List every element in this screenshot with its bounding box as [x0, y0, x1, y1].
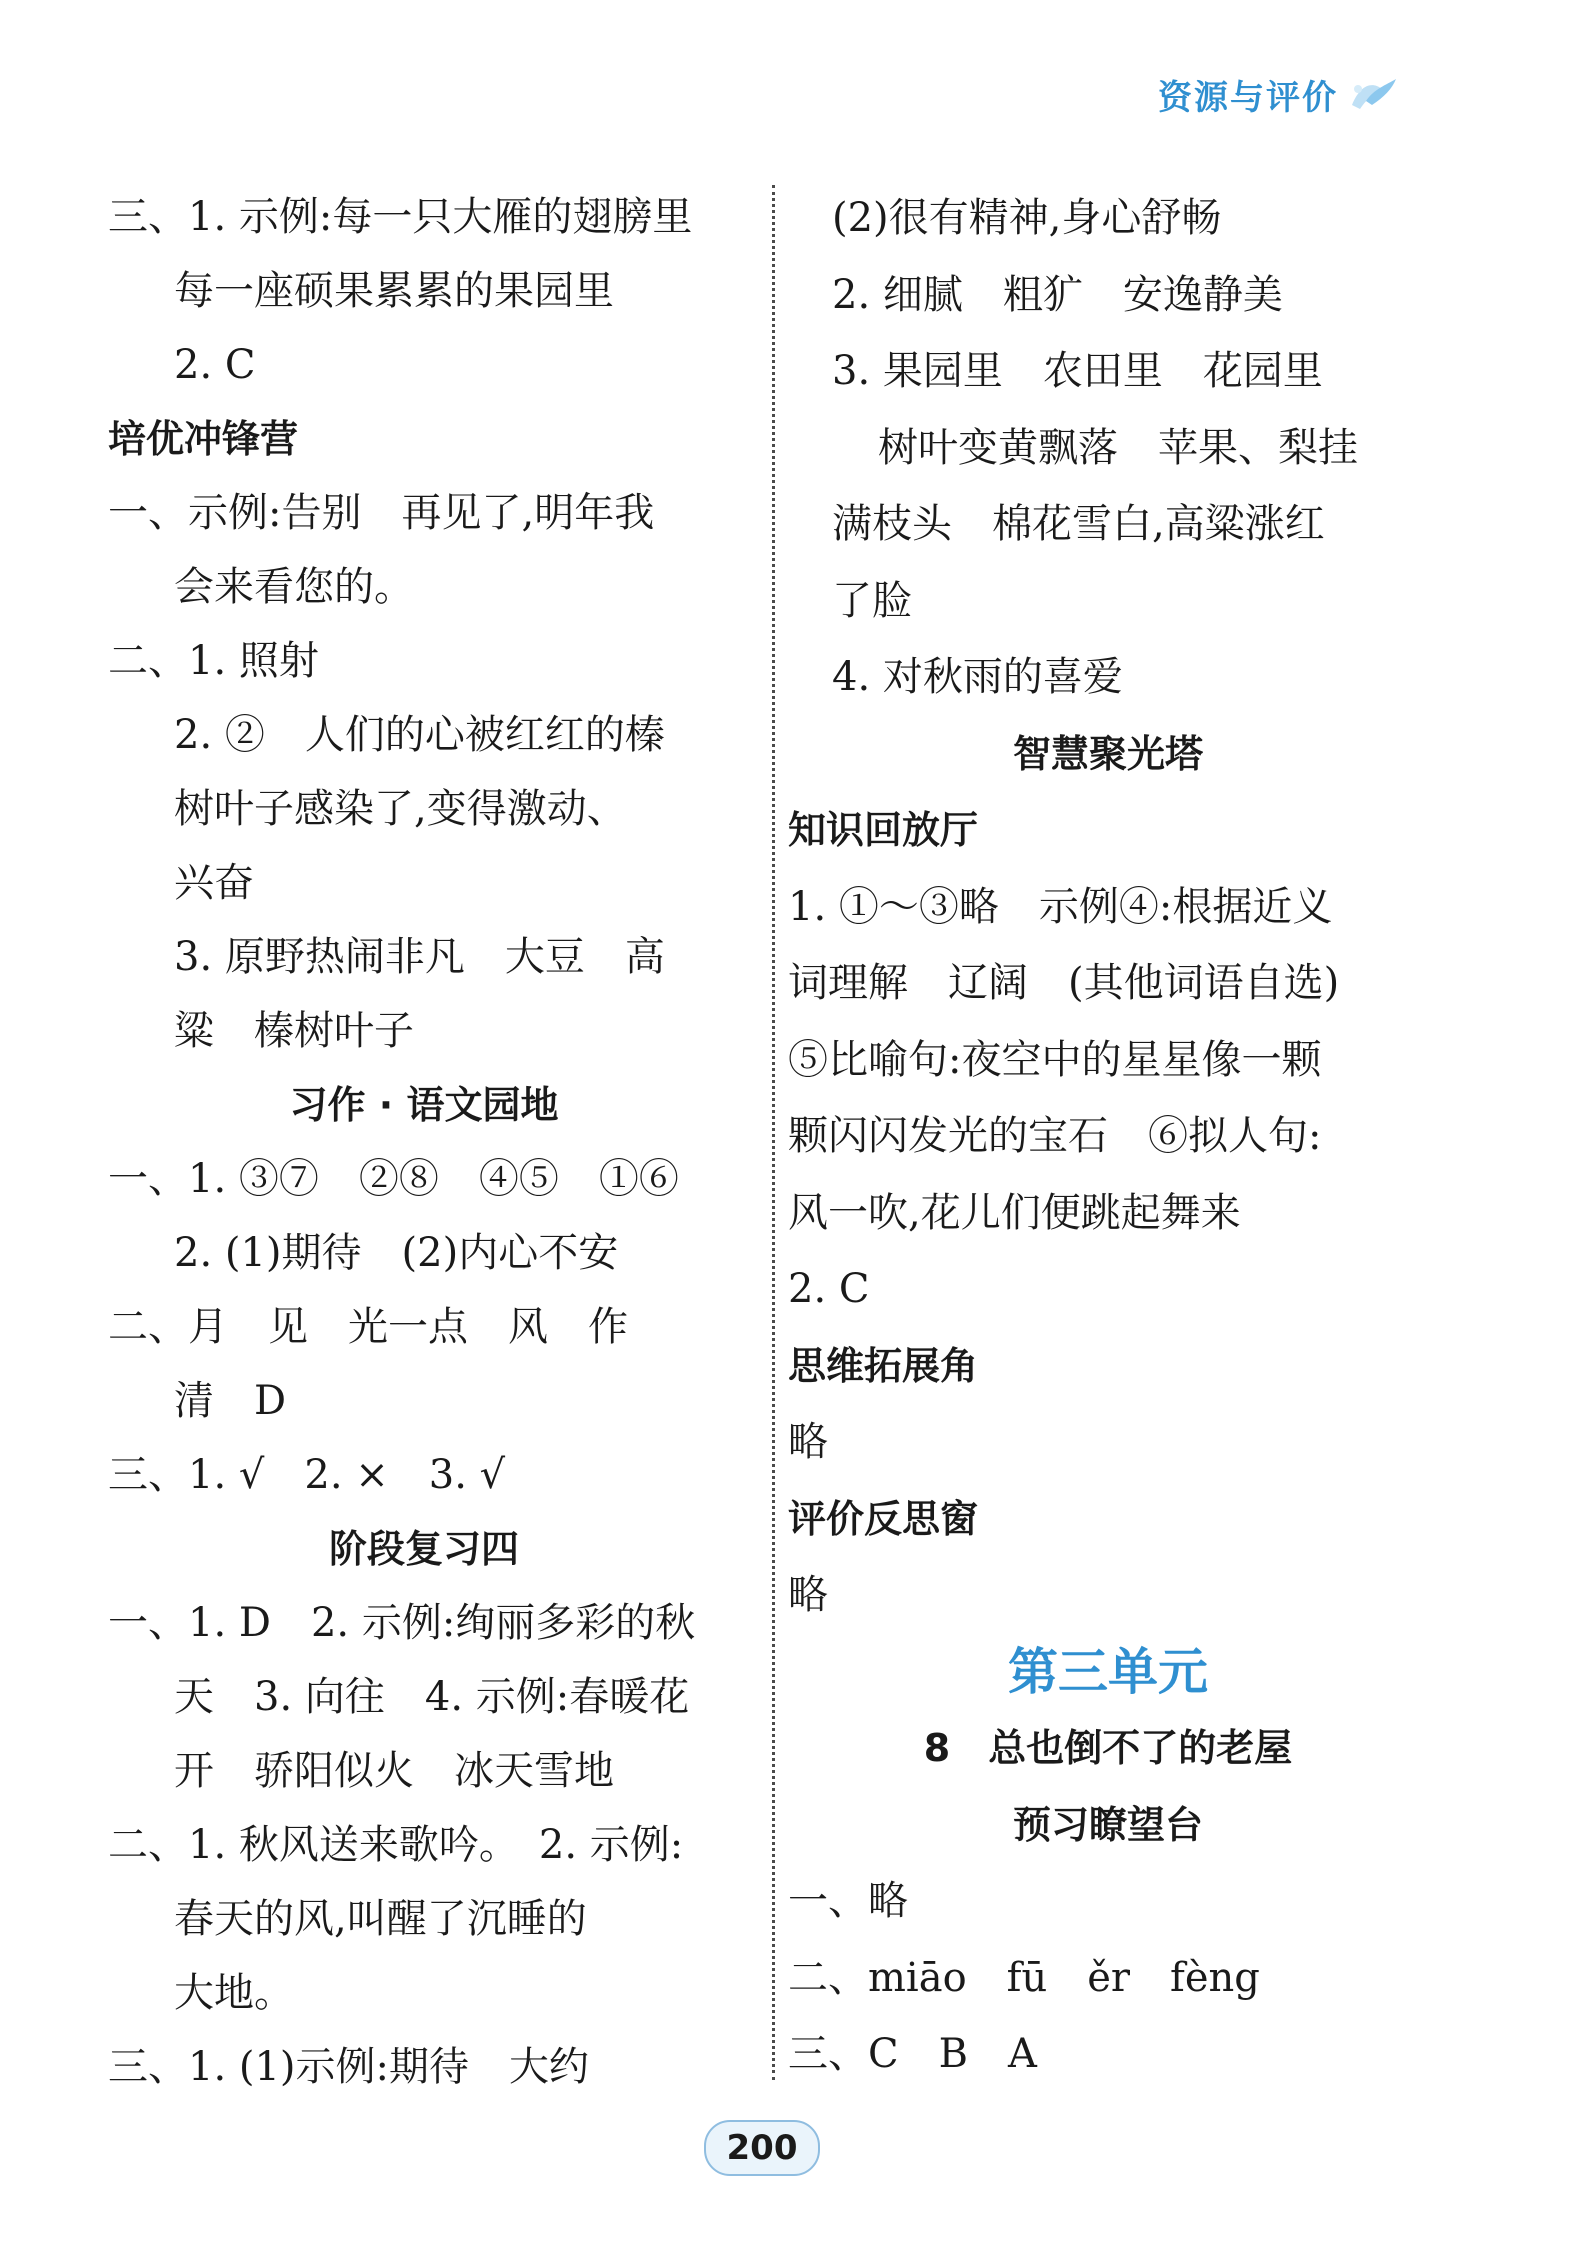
unit-title: 第三单元 — [1008, 1642, 1208, 1701]
answer-line: 三、C B A — [788, 2031, 1037, 2077]
right-column — [788, 180, 1428, 2093]
answer-line: 二、1. 照射 — [108, 638, 319, 684]
section-heading: 评价反思窗 — [788, 1496, 979, 1541]
column-divider — [772, 185, 775, 2080]
answer-line: 每一座硕果累累的果园里 — [174, 268, 614, 314]
answer-line: 满枝头 棉花雪白,高粱涨红 — [832, 501, 1325, 547]
section-heading: 思维拓展角 — [788, 1343, 979, 1388]
answer-line: 略 — [788, 1572, 828, 1618]
answer-line: 1. ①～③略 示例④:根据近义 — [788, 883, 1333, 930]
answer-line: 清 D — [174, 1378, 287, 1424]
answer-line: 2. (1)期待 (2)内心不安 — [174, 1230, 619, 1276]
answer-line: 粱 榛树叶子 — [174, 1008, 414, 1054]
section-heading: 知识回放厅 — [788, 808, 979, 852]
page-header — [1158, 70, 1400, 119]
answer-line: 二、月 见 光一点 风 作 — [108, 1304, 628, 1350]
answer-line: 开 骄阳似火 冰天雪地 — [174, 1748, 614, 1794]
left-column — [108, 180, 740, 2104]
answer-line: 树叶变黄飘落 苹果、梨挂 — [878, 424, 1358, 471]
answer-line: 略 — [788, 1419, 828, 1465]
answer-line: 会来看您的。 — [174, 564, 414, 610]
lesson-title: 8 总也倒不了的老屋 — [923, 1726, 1293, 1770]
answer-line: 2. C — [788, 1266, 870, 1312]
section-heading: 培优冲锋营 — [108, 417, 299, 461]
answer-line: 二、miāo fū ěr fèng — [788, 1954, 1260, 2001]
answer-line: 三、1. (1)示例:期待 大约 — [108, 2044, 590, 2090]
answer-line: 三、1. 示例:每一只大雁的翅膀里 — [108, 194, 693, 240]
answer-line: ⑤比喻句:夜空中的星星像一颗 — [788, 1036, 1322, 1083]
answer-line: 2. 细腻 粗犷 安逸静美 — [832, 271, 1283, 318]
section-title: 阶段复习四 — [328, 1527, 519, 1571]
answer-line: 3. 果园里 农田里 花园里 — [832, 348, 1323, 394]
ribbon-decoration-icon — [1348, 75, 1400, 115]
answer-line: 词理解 辽阔 (其他词语自选) — [788, 960, 1340, 1006]
answer-line: 大地。 — [174, 1970, 294, 2016]
answer-line: 一、1. D 2. 示例:绚丽多彩的秋 — [108, 1600, 696, 1646]
answer-line: 一、1. ③⑦ ②⑧ ④⑤ ①⑥ — [108, 1156, 679, 1202]
answer-line: 一、示例:告别 再见了,明年我 — [108, 490, 655, 536]
section-title: 智慧聚光塔 — [1012, 731, 1203, 776]
header-title: 资源与评价 — [1158, 78, 1338, 118]
answer-line: 三、1. √ 2. × 3. √ — [108, 1452, 506, 1498]
section-title: 预习瞭望台 — [1012, 1802, 1203, 1847]
page-number: 200 — [704, 2120, 820, 2176]
answer-line: 2. C — [174, 342, 256, 388]
answer-line: 天 3. 向往 4. 示例:春暖花 — [174, 1674, 690, 1720]
answer-line: 3. 原野热闹非凡 大豆 高 — [174, 934, 665, 980]
section-title: 习作 · 语文园地 — [289, 1083, 559, 1127]
answer-line: (2)很有精神,身心舒畅 — [832, 195, 1222, 241]
answer-line: 树叶子感染了,变得激动、 — [174, 786, 627, 832]
answer-line: 2. ② 人们的心被红红的榛 — [174, 712, 665, 758]
answer-line: 4. 对秋雨的喜爱 — [832, 654, 1123, 700]
answer-line: 颗闪闪发光的宝石 ⑥拟人句: — [788, 1113, 1322, 1159]
answer-line: 风一吹,花儿们便跳起舞来 — [788, 1189, 1241, 1236]
answer-line: 一、略 — [788, 1878, 908, 1924]
answer-line: 兴奋 — [174, 860, 254, 906]
answer-line: 春天的风,叫醒了沉睡的 — [174, 1896, 587, 1942]
answer-line: 了脸 — [832, 577, 912, 624]
answer-line: 二、1. 秋风送来歌吟。 2. 示例: — [108, 1822, 684, 1868]
